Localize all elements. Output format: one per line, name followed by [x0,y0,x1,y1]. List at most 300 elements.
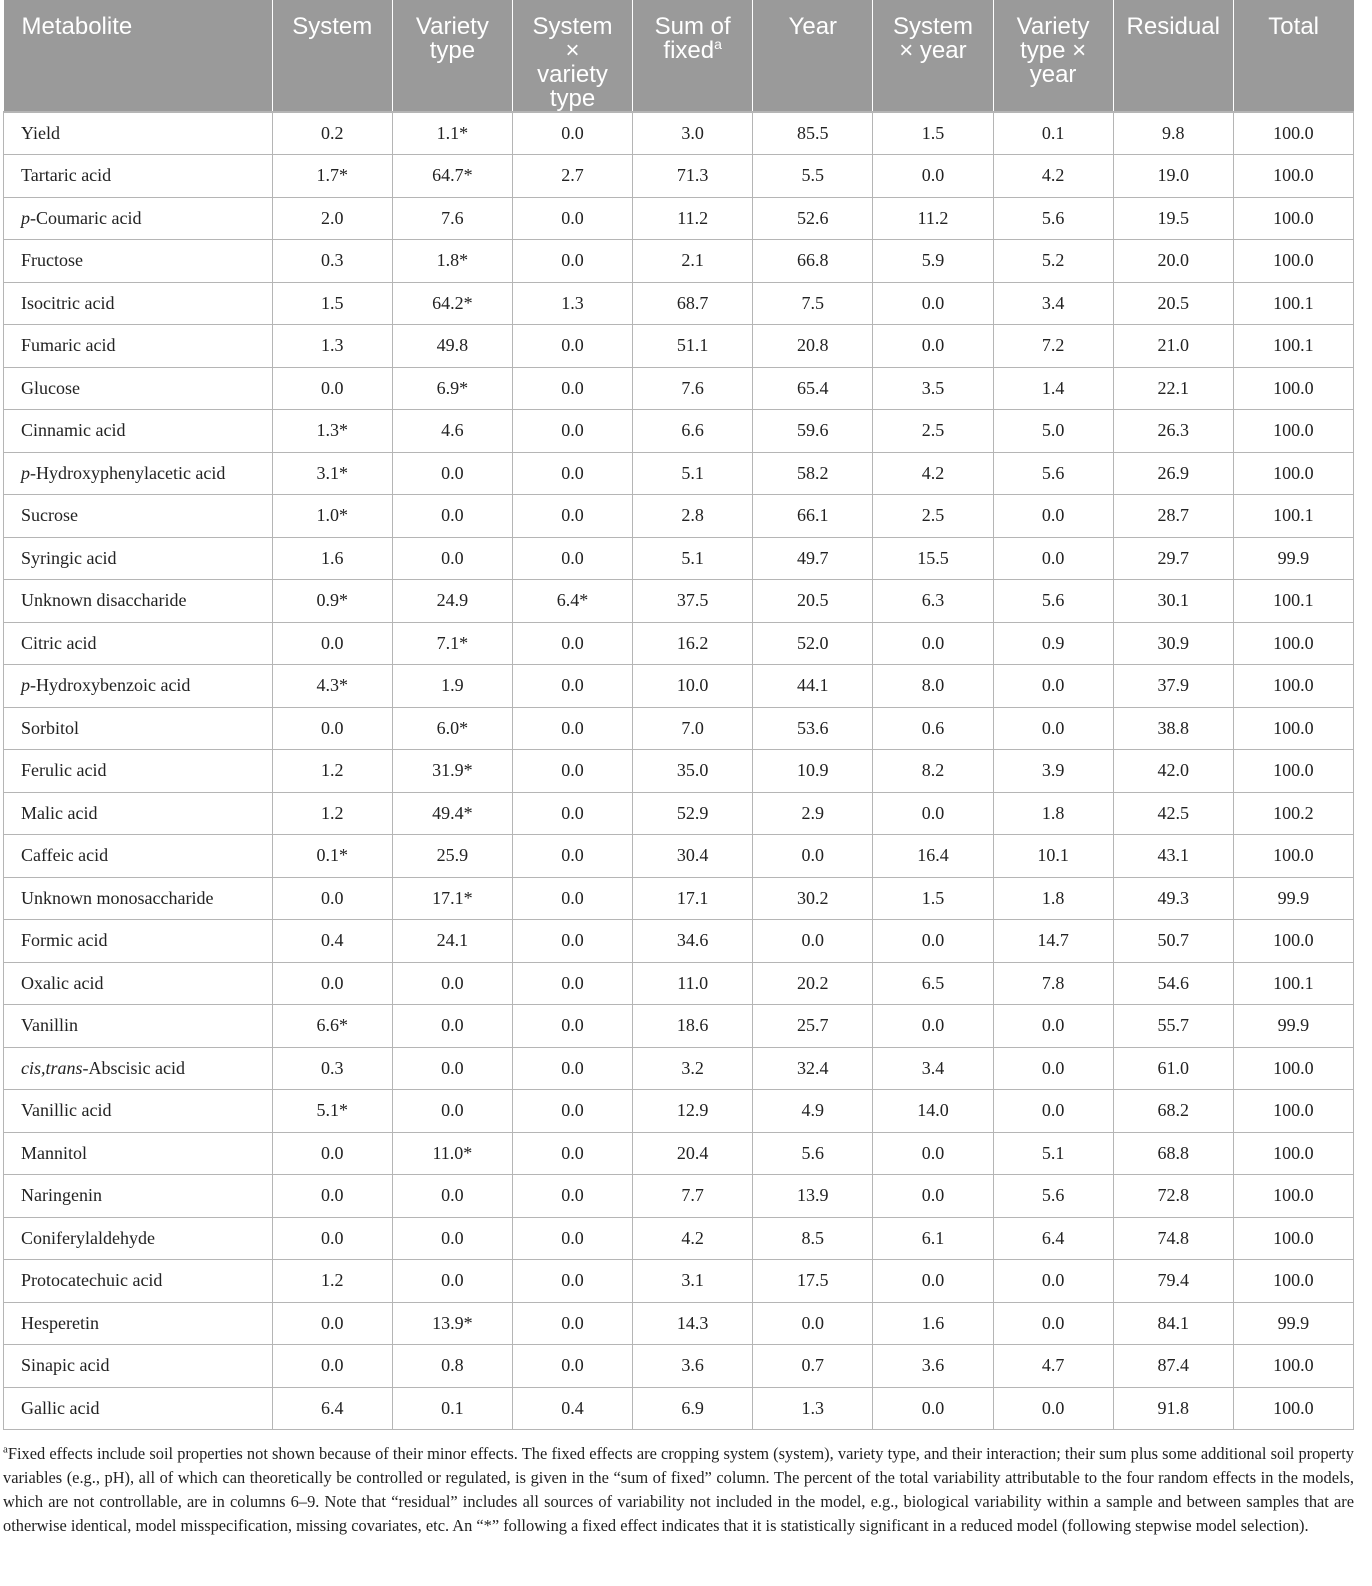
metabolite-name: Ferulic acid [21,760,107,781]
metabolite-cell [4,1302,273,1345]
value-cell: 5.0 [993,410,1113,453]
value-cell: 34.6 [633,920,753,963]
value-cell: 5.6 [993,197,1113,240]
value-cell: 100.0 [1233,367,1353,410]
value-cell: 0.0 [512,1217,632,1260]
metabolite-name: Malic acid [21,802,98,823]
value-cell: 100.0 [1233,707,1353,750]
metabolite-prefix: p [21,207,30,228]
value-cell: 85.5 [753,112,873,155]
value-cell: 31.9* [392,750,512,793]
value-cell: 3.1* [272,452,392,495]
value-cell: 37.9 [1113,665,1233,708]
value-cell: 100.0 [1233,240,1353,283]
metabolite-name: Cinnamic acid [21,420,126,441]
value-cell: 0.0 [993,1090,1113,1133]
value-cell: 91.8 [1113,1387,1233,1430]
value-cell: 0.0 [873,622,993,665]
value-cell: 0.3 [272,240,392,283]
metabolite-cell [4,325,273,368]
column-header-line: Sum of [654,13,731,40]
value-cell: 13.9 [753,1175,873,1218]
table-row [4,580,1354,623]
value-cell: 20.5 [753,580,873,623]
metabolite-name: Protocatechuic acid [21,1270,163,1291]
value-cell: 8.2 [873,750,993,793]
value-cell: 2.5 [873,410,993,453]
column-header-line: System [532,13,613,40]
value-cell: 1.6 [272,537,392,580]
value-cell: 0.0 [753,1302,873,1345]
table-footnote [3,1442,1354,1538]
table-row [4,1090,1354,1133]
value-cell: 13.9* [392,1302,512,1345]
value-cell: 0.0 [753,920,873,963]
value-cell: 59.6 [753,410,873,453]
value-cell: 0.0 [512,240,632,283]
metabolite-cell [4,452,273,495]
metabolite-cell [4,707,273,750]
value-cell: 17.1 [633,877,753,920]
value-cell: 8.0 [873,665,993,708]
value-cell: 10.9 [753,750,873,793]
value-cell: 6.5 [873,962,993,1005]
value-cell: 5.1 [633,537,753,580]
value-cell: 25.9 [392,835,512,878]
value-cell: 0.0 [753,835,873,878]
value-cell: 99.9 [1233,877,1353,920]
metabolite-name: Oxalic acid [21,972,104,993]
table-row [4,920,1354,963]
metabolite-name: -Hydroxybenzoic acid [30,675,191,696]
value-cell: 0.0 [873,1005,993,1048]
value-cell: 15.5 [873,537,993,580]
value-cell: 55.7 [1113,1005,1233,1048]
value-cell: 24.9 [392,580,512,623]
metabolite-name: Yield [21,123,60,143]
value-cell: 3.6 [873,1345,993,1388]
value-cell: 7.1* [392,622,512,665]
value-cell: 30.9 [1113,622,1233,665]
value-cell: 17.5 [753,1260,873,1303]
value-cell: 11.0 [633,962,753,1005]
value-cell: 1.3 [272,325,392,368]
table-row [4,282,1354,325]
value-cell: 3.6 [633,1345,753,1388]
value-cell: 0.0 [512,1047,632,1090]
value-cell: 25.7 [753,1005,873,1048]
value-cell: 5.6 [993,580,1113,623]
metabolite-name: Gallic acid [21,1397,100,1418]
metabolite-name: Glucose [21,377,80,398]
value-cell: 5.5 [753,155,873,198]
value-cell: 100.1 [1233,325,1353,368]
value-cell: 7.7 [633,1175,753,1218]
value-cell: 0.0 [392,1090,512,1133]
table-row [4,495,1354,538]
metabolite-cell [4,1260,273,1303]
value-cell: 0.0 [993,1387,1113,1430]
value-cell: 0.0 [873,792,993,835]
column-header-line [637,36,748,64]
table-row [4,452,1354,495]
value-cell: 20.8 [753,325,873,368]
value-cell: 0.0 [512,495,632,538]
value-cell: 1.2 [272,1260,392,1303]
metabolite-name: Fumaric acid [21,335,116,356]
column-header [512,0,632,112]
value-cell: 5.6 [753,1132,873,1175]
metabolite-cell [4,1387,273,1430]
metabolite-name: -Hydroxyphenylacetic acid [30,462,226,483]
value-cell: 71.3 [633,155,753,198]
value-cell: 7.6 [633,367,753,410]
value-cell: 17.1* [392,877,512,920]
column-header-line: Total [1268,13,1319,40]
value-cell: 0.0 [512,197,632,240]
value-cell: 0.6 [873,707,993,750]
value-cell: 30.1 [1113,580,1233,623]
value-cell: 6.4* [512,580,632,623]
value-cell: 30.2 [753,877,873,920]
value-cell: 6.1 [873,1217,993,1260]
value-cell: 0.0 [392,1047,512,1090]
value-cell: 100.1 [1233,580,1353,623]
value-cell: 0.0 [512,1260,632,1303]
table-container [3,0,1354,1430]
value-cell: 100.1 [1233,962,1353,1005]
metabolite-name: Sinapic acid [21,1355,110,1376]
value-cell: 0.0 [873,282,993,325]
column-header-line: System [892,13,973,40]
value-cell: 49.7 [753,537,873,580]
value-cell: 100.0 [1233,1090,1353,1133]
value-cell: 58.2 [753,452,873,495]
table-body [4,112,1354,1430]
value-cell: 49.3 [1113,877,1233,920]
column-header [993,0,1113,112]
value-cell: 1.9 [392,665,512,708]
value-cell: 6.0* [392,707,512,750]
value-cell: 0.0 [512,1345,632,1388]
value-cell: 68.8 [1113,1132,1233,1175]
value-cell: 5.1 [993,1132,1113,1175]
value-cell: 0.0 [993,537,1113,580]
value-cell: 4.9 [753,1090,873,1133]
value-cell: 0.0 [512,665,632,708]
value-cell: 0.9 [993,622,1113,665]
value-cell: 14.3 [633,1302,753,1345]
metabolite-name: Hesperetin [21,1312,99,1333]
value-cell: 3.4 [993,282,1113,325]
metabolite-cell [4,367,273,410]
value-cell: 100.0 [1233,410,1353,453]
value-cell: 0.0 [993,495,1113,538]
value-cell: 100.1 [1233,495,1353,538]
table-row [4,1047,1354,1090]
value-cell: 68.7 [633,282,753,325]
value-cell: 0.0 [512,750,632,793]
value-cell: 0.0 [873,155,993,198]
value-cell: 28.7 [1113,495,1233,538]
value-cell: 10.1 [993,835,1113,878]
value-cell: 79.4 [1113,1260,1233,1303]
table-row [4,155,1354,198]
value-cell: 0.9* [272,580,392,623]
value-cell: 100.0 [1233,750,1353,793]
value-cell: 4.2 [633,1217,753,1260]
table-row [4,1175,1354,1218]
value-cell: 4.3* [272,665,392,708]
value-cell: 7.0 [633,707,753,750]
value-cell: 100.0 [1233,920,1353,963]
value-cell: 20.5 [1113,282,1233,325]
value-cell: 0.0 [993,665,1113,708]
value-cell: 0.0 [993,1047,1113,1090]
value-cell: 100.0 [1233,155,1353,198]
value-cell: 0.0 [993,707,1113,750]
value-cell: 0.0 [512,1302,632,1345]
value-cell: 6.6* [272,1005,392,1048]
value-cell: 61.0 [1113,1047,1233,1090]
value-cell: 0.0 [993,1302,1113,1345]
table-row [4,367,1354,410]
value-cell: 10.0 [633,665,753,708]
value-cell: 74.8 [1113,1217,1233,1260]
value-cell: 2.9 [753,792,873,835]
value-cell: 99.9 [1233,1005,1353,1048]
table-row [4,622,1354,665]
value-cell: 2.1 [633,240,753,283]
metabolite-name: -Abscisic acid [82,1057,185,1078]
metabolite-prefix: p [21,675,30,696]
value-cell: 100.0 [1233,835,1353,878]
value-cell: 4.6 [392,410,512,453]
value-cell: 6.4 [993,1217,1113,1260]
value-cell: 20.2 [753,962,873,1005]
table-row [4,877,1354,920]
value-cell: 54.6 [1113,962,1233,1005]
metabolite-name: Formic acid [21,930,108,951]
metabolite-name: Unknown monosaccharide [21,887,214,908]
table-row [4,112,1354,155]
value-cell: 0.0 [512,112,632,155]
value-cell: 100.0 [1233,1217,1353,1260]
value-cell: 19.5 [1113,197,1233,240]
value-cell: 3.9 [993,750,1113,793]
column-header-line: type [429,37,476,64]
value-cell: 0.0 [392,1175,512,1218]
value-cell: 42.5 [1113,792,1233,835]
value-cell: 1.3 [512,282,632,325]
metabolite-cell [4,835,273,878]
value-cell: 1.7* [272,155,392,198]
metabolite-name: Naringenin [21,1185,102,1206]
value-cell: 11.2 [873,197,993,240]
value-cell: 87.4 [1113,1345,1233,1388]
value-cell: 100.0 [1233,452,1353,495]
metabolite-cell [4,155,273,198]
metabolite-name: Sorbitol [21,717,80,738]
metabolite-cell [4,1132,273,1175]
column-header-line: variety [537,61,608,88]
value-cell: 0.3 [272,1047,392,1090]
value-cell: 1.3* [272,410,392,453]
metabolite-cell [4,580,273,623]
value-cell: 7.2 [993,325,1113,368]
column-header-line: year [1029,61,1077,88]
value-cell: 0.0 [392,452,512,495]
value-cell: 0.0 [272,367,392,410]
value-cell: 11.2 [633,197,753,240]
table-row [4,665,1354,708]
value-cell: 5.2 [993,240,1113,283]
value-cell: 5.6 [993,452,1113,495]
metabolite-cell [4,622,273,665]
value-cell: 7.6 [392,197,512,240]
value-cell: 66.1 [753,495,873,538]
value-cell: 7.5 [753,282,873,325]
variance-table [3,0,1354,1430]
value-cell: 0.0 [873,1387,993,1430]
value-cell: 0.4 [512,1387,632,1430]
column-header-line: System [292,13,373,40]
value-cell: 26.3 [1113,410,1233,453]
value-cell: 49.4* [392,792,512,835]
value-cell: 50.7 [1113,920,1233,963]
footnote-marker: a [714,36,722,52]
value-cell: 66.8 [753,240,873,283]
table-row [4,1302,1354,1345]
value-cell: 0.0 [512,920,632,963]
value-cell: 2.8 [633,495,753,538]
value-cell: 5.6 [993,1175,1113,1218]
metabolite-name: Vanillin [21,1015,78,1036]
value-cell: 2.5 [873,495,993,538]
value-cell: 0.0 [392,962,512,1005]
value-cell: 4.2 [873,452,993,495]
value-cell: 0.0 [512,325,632,368]
metabolite-cell [4,197,273,240]
column-header-line: Residual [1126,13,1220,40]
value-cell: 0.0 [392,1217,512,1260]
value-cell: 0.0 [512,835,632,878]
value-cell: 53.6 [753,707,873,750]
value-cell: 11.0* [392,1132,512,1175]
table-row [4,410,1354,453]
value-cell: 0.0 [512,1175,632,1218]
column-header-line: type [549,85,596,112]
column-header [633,0,753,112]
metabolite-name: Vanillic acid [21,1100,112,1121]
value-cell: 100.0 [1233,1132,1353,1175]
value-cell: 0.0 [512,367,632,410]
value-cell: 100.0 [1233,665,1353,708]
value-cell: 22.1 [1113,367,1233,410]
value-cell: 1.1* [392,112,512,155]
value-cell: 32.4 [753,1047,873,1090]
table-row [4,1387,1354,1430]
column-header [272,0,392,112]
table-row [4,792,1354,835]
table-header [4,0,1354,112]
value-cell: 0.0 [272,1132,392,1175]
value-cell: 21.0 [1113,325,1233,368]
metabolite-prefix: p [21,462,30,483]
table-row [4,1217,1354,1260]
value-cell: 0.0 [392,495,512,538]
footnote-text: Fixed effects include soil properties not shown because of their minor effects. The fixed effects are cropping system (system), variety type, and their interaction; their sum plus some additional soil property variables (e.g., pH), all of which can theoretically be controlled or regulated, is given in the “sum of fixed” column. The percent of the total variability attributable to the four random effects in the models, which are not controllable, are in columns 6–9. Note that “residual” includes all sources of variability not included in the model, e.g., biological variability within a sample and between samples that are otherwise identical, model misspecification, missing covariates, etc. An “*” following a fixed effect indicates that it is statistically significant in a reduced model (following stepwise model selection). [3,1444,1354,1535]
value-cell: 6.3 [873,580,993,623]
value-cell: 0.0 [512,1132,632,1175]
value-cell: 6.6 [633,410,753,453]
value-cell: 100.0 [1233,1260,1353,1303]
metabolite-cell [4,1005,273,1048]
value-cell: 0.0 [512,410,632,453]
table-row [4,325,1354,368]
value-cell: 0.7 [753,1345,873,1388]
value-cell: 100.0 [1233,197,1353,240]
value-cell: 0.0 [272,707,392,750]
value-cell: 7.8 [993,962,1113,1005]
value-cell: 0.0 [512,1090,632,1133]
value-cell: 5.1 [633,452,753,495]
table-row [4,707,1354,750]
metabolite-name: Sucrose [21,505,78,526]
value-cell: 20.4 [633,1132,753,1175]
value-cell: 8.5 [753,1217,873,1260]
value-cell: 29.7 [1113,537,1233,580]
value-cell: 16.2 [633,622,753,665]
table-row [4,1345,1354,1388]
value-cell: 0.0 [272,622,392,665]
value-cell: 14.7 [993,920,1113,963]
value-cell: 99.9 [1233,537,1353,580]
value-cell: 3.5 [873,367,993,410]
value-cell: 52.9 [633,792,753,835]
value-cell: 1.6 [873,1302,993,1345]
value-cell: 0.0 [512,707,632,750]
table-row [4,240,1354,283]
value-cell: 1.3 [753,1387,873,1430]
value-cell: 0.1 [993,112,1113,155]
value-cell: 1.0* [272,495,392,538]
value-cell: 68.2 [1113,1090,1233,1133]
value-cell: 3.0 [633,112,753,155]
value-cell: 1.2 [272,792,392,835]
value-cell: 100.0 [1233,1047,1353,1090]
value-cell: 5.1* [272,1090,392,1133]
value-cell: 0.0 [272,1175,392,1218]
value-cell: 0.0 [272,877,392,920]
value-cell: 52.0 [753,622,873,665]
column-header [873,0,993,112]
value-cell: 0.2 [272,112,392,155]
metabolite-name: Fructose [21,250,83,271]
value-cell: 37.5 [633,580,753,623]
value-cell: 0.0 [512,877,632,920]
value-cell: 24.1 [392,920,512,963]
value-cell: 0.4 [272,920,392,963]
header-row [4,0,1354,112]
value-cell: 1.2 [272,750,392,793]
value-cell: 0.0 [512,537,632,580]
metabolite-cell [4,962,273,1005]
value-cell: 0.0 [392,1260,512,1303]
column-header [392,0,512,112]
value-cell: 0.0 [512,622,632,665]
metabolite-name: Tartaric acid [21,165,112,186]
